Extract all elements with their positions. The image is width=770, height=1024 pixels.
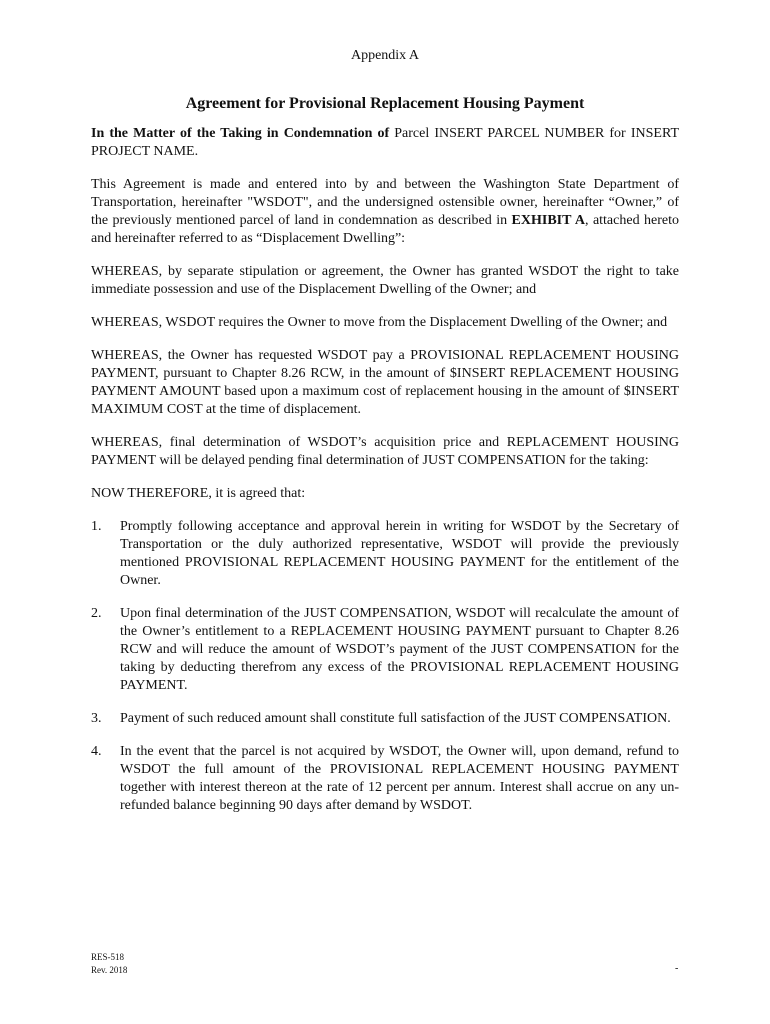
whereas-paragraph-3: WHEREAS, the Owner has requested WSDOT pay a PROVISIONAL REPLACEMENT HOUSING PAYMENT, pursuant to Chapter 8.26 RCW, in the amount of $INSERT REPLACEMENT HOUSING PAYMENT AMOUNT based upon a maximum cost of replacement housing in the amount of $INSERT MAXIMUM COST at the time of displacement. bbox=[91, 348, 679, 417]
list-item bbox=[91, 743, 679, 815]
agreement-items-list bbox=[91, 518, 679, 815]
list-item bbox=[91, 605, 679, 695]
item-text: Upon final determination of the JUST COMPENSATION, WSDOT will recalculate the amount of the Owner’s entitlement to a REPLACEMENT HOUSING PAYMENT pursuant to Chapter 8.26 RCW and will reduce the amount of WSDOT’s payment of the JUST COMPENSATION for the taking by deducting therefrom any excess of the PROVISIONAL REPLACEMENT HOUSING PAYMENT. bbox=[120, 606, 679, 693]
item-text: Payment of such reduced amount shall constitute full satisfaction of the JUST COMPENSATION. bbox=[120, 711, 671, 726]
whereas-paragraph-4: WHEREAS, final determination of WSDOT’s acquisition price and REPLACEMENT HOUSING PAYMENT will be delayed pending final determination of JUST COMPENSATION for the taking: bbox=[91, 435, 679, 468]
matter-rest: Parcel INSERT PARCEL NUMBER for INSERT PROJECT NAME. bbox=[91, 126, 679, 159]
item-number: 3. bbox=[91, 711, 102, 726]
item-text: Promptly following acceptance and approval herein in writing for WSDOT by the Secretary of Transportation or the duly authorized representative, WSDOT will provide the previously mentioned PROVISIONAL REPLACEMENT HOUSING PAYMENT for the entitlement of the Owner. bbox=[120, 519, 679, 588]
item-number: 2. bbox=[91, 606, 102, 621]
whereas-paragraph-1: WHEREAS, by separate stipulation or agreement, the Owner has granted WSDOT the right to take immediate possession and use of the Displacement Dwelling of the Owner; and bbox=[91, 264, 679, 297]
page-footer bbox=[91, 951, 127, 977]
appendix-label: Appendix A bbox=[350, 48, 420, 63]
item-number: 1. bbox=[91, 519, 102, 534]
document-body bbox=[91, 125, 679, 830]
document-page bbox=[91, 0, 679, 1024]
whereas-paragraph-2: WHEREAS, WSDOT requires the Owner to move from the Displacement Dwelling of the Owner; and bbox=[91, 315, 668, 330]
matter-bold-lead: In the Matter of the Taking in Condemnation of bbox=[91, 126, 390, 141]
form-number: RES-518 bbox=[91, 952, 125, 962]
item-number: 4. bbox=[91, 744, 102, 759]
page-mark: - bbox=[675, 963, 679, 974]
item-text: In the event that the parcel is not acquired by WSDOT, the Owner will, upon demand, refund to WSDOT the full amount of the PROVISIONAL REPLACEMENT HOUSING PAYMENT together with interest thereon at the rate of 12 percent per annum. Interest shall accrue on any un-refunded balance beginning 90 days after demand by WSDOT. bbox=[120, 744, 679, 813]
list-item bbox=[91, 710, 679, 728]
document-title: Agreement for Provisional Replacement Housing Payment bbox=[185, 95, 585, 112]
intro-part2: , attached hereto and hereinafter referred to as “Displacement Dwelling”: bbox=[91, 213, 680, 246]
intro-paragraph bbox=[91, 176, 679, 248]
exhibit-reference: EXHIBIT A bbox=[511, 213, 585, 228]
list-item bbox=[91, 518, 679, 590]
matter-paragraph bbox=[91, 125, 679, 161]
revision-label: Rev. 2018 bbox=[91, 965, 128, 975]
intro-part1: This Agreement is made and entered into by and between the Washington State Department of Transportation, hereinafter "WSDOT", and the undersigned ostensible owner, hereinafter “Owner,” of the previously mentioned parcel of land in condemnation as described in bbox=[91, 177, 679, 228]
now-therefore-paragraph: NOW THEREFORE, it is agreed that: bbox=[91, 486, 306, 501]
